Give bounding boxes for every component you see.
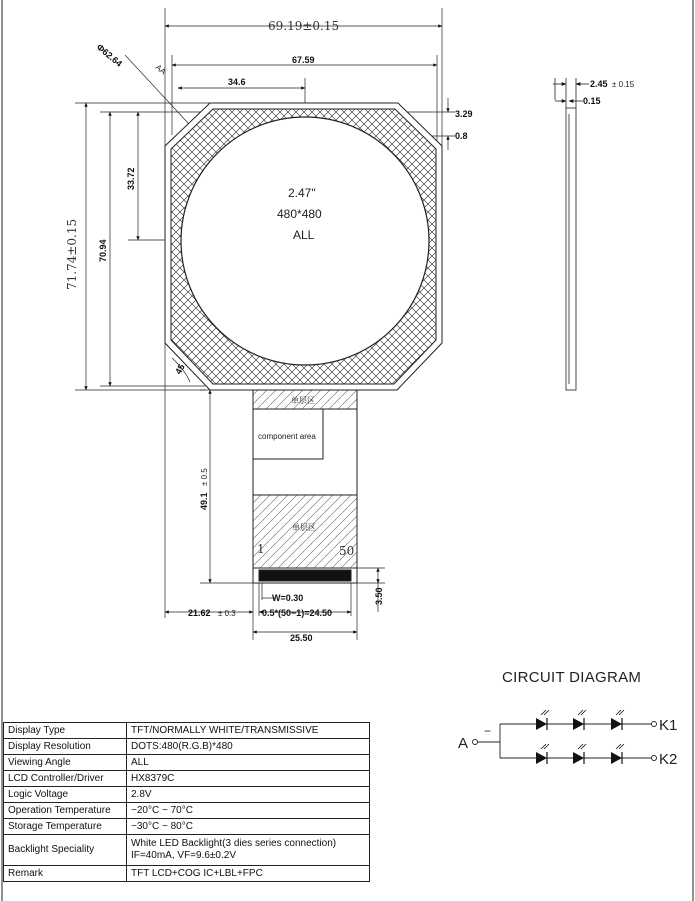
spec-table [3, 722, 370, 882]
outline-width-label: 67.59 [292, 55, 315, 65]
overall-height-label: 71.74±0.15 [65, 218, 79, 290]
pin-last-label: 50 [339, 544, 355, 558]
active-diameter-label: Φ62.64 [94, 41, 125, 69]
spec-value: 2.8V [127, 787, 370, 803]
pin-pitch-label: 0.5*(50−1)=24.50 [262, 608, 333, 618]
overall-width-label: 69.19±0.15 [268, 19, 340, 33]
pad-width-label: W=0.30 [272, 593, 304, 603]
center-x-label: 34.6 [228, 77, 246, 87]
spec-value-2: IF=40mA, VF=9.6±0.2V [131, 850, 236, 861]
active-area-label: AA [153, 62, 168, 77]
circuit-diagram-title: CIRCUIT DIAGRAM [502, 669, 642, 686]
table-row [4, 755, 370, 771]
fpc-width-label: 25.50 [290, 633, 313, 643]
led-diode [573, 744, 586, 764]
single-layer-label-2: 单层区 [292, 523, 316, 532]
fpc-offset-tol: ± 0.3 [218, 609, 236, 618]
display-view: ALL [293, 228, 315, 242]
spec-label: Logic Voltage [4, 787, 127, 803]
table-row [4, 739, 370, 755]
center-y-label: 33.72 [126, 167, 136, 190]
right-offset-1-label: 3.29 [455, 109, 473, 119]
fpc-length-tol: ± 0.5 [200, 468, 209, 486]
glass-thickness-label: 0.15 [583, 96, 601, 106]
spec-label: Storage Temperature [4, 819, 127, 835]
circuit-wires [473, 722, 657, 761]
single-layer-label-1: 单层区 [291, 396, 315, 405]
spec-label: Display Resolution [4, 739, 127, 755]
spec-value-multiline [127, 835, 370, 866]
table-row [4, 835, 370, 866]
right-offset-2-label: 0.8 [455, 131, 468, 141]
thickness-label: 2.45 [590, 79, 608, 89]
table-row [4, 866, 370, 882]
lcd-panel [165, 103, 442, 390]
outline-height-label: 70.94 [98, 239, 108, 262]
component-area-label: component area [258, 432, 316, 441]
spec-label: Remark [4, 866, 127, 882]
display-size: 2.47" [288, 186, 316, 200]
led-diode [611, 744, 624, 764]
circuit-k2: K2 [659, 751, 678, 768]
spec-value: TFT/NORMALLY WHITE/TRANSMISSIVE [127, 723, 370, 739]
circuit-anode: A [458, 735, 469, 752]
spec-value: DOTS:480(R.G.B)*480 [127, 739, 370, 755]
spec-value: −30°C ~ 80°C [127, 819, 370, 835]
table-row [4, 819, 370, 835]
led-diode [536, 710, 549, 730]
led-diode [611, 710, 624, 730]
thickness-tol: ± 0.15 [612, 80, 635, 89]
spec-label: Backlight Speciality [4, 835, 127, 866]
spec-value: White LED Backlight(3 dies series connection) [131, 838, 337, 849]
spec-label: Viewing Angle [4, 755, 127, 771]
table-row [4, 787, 370, 803]
circuit-k1: K1 [659, 717, 678, 734]
side-view [553, 78, 589, 390]
table-row [4, 771, 370, 787]
led-diode [536, 744, 549, 764]
circuit-minus: − [484, 724, 492, 738]
spec-label: Operation Temperature [4, 803, 127, 819]
chamfer-angle-label: 45 [173, 362, 187, 376]
table-row [4, 803, 370, 819]
fpc-length-label: 49.1 [199, 492, 209, 510]
spec-label: Display Type [4, 723, 127, 739]
spec-label: LCD Controller/Driver [4, 771, 127, 787]
fpc-offset-label: 21.62 [188, 608, 211, 618]
table-row [4, 723, 370, 739]
display-resolution: 480*480 [277, 207, 322, 221]
stiffener-label: 3.50 [374, 587, 384, 605]
spec-value: HX8379C [127, 771, 370, 787]
spec-value: −20°C ~ 70°C [127, 803, 370, 819]
spec-value: ALL [127, 755, 370, 771]
pin-first-label: 1 [257, 542, 265, 556]
led-diode [573, 710, 586, 730]
spec-value: TFT LCD+COG IC+LBL+FPC [127, 866, 370, 882]
